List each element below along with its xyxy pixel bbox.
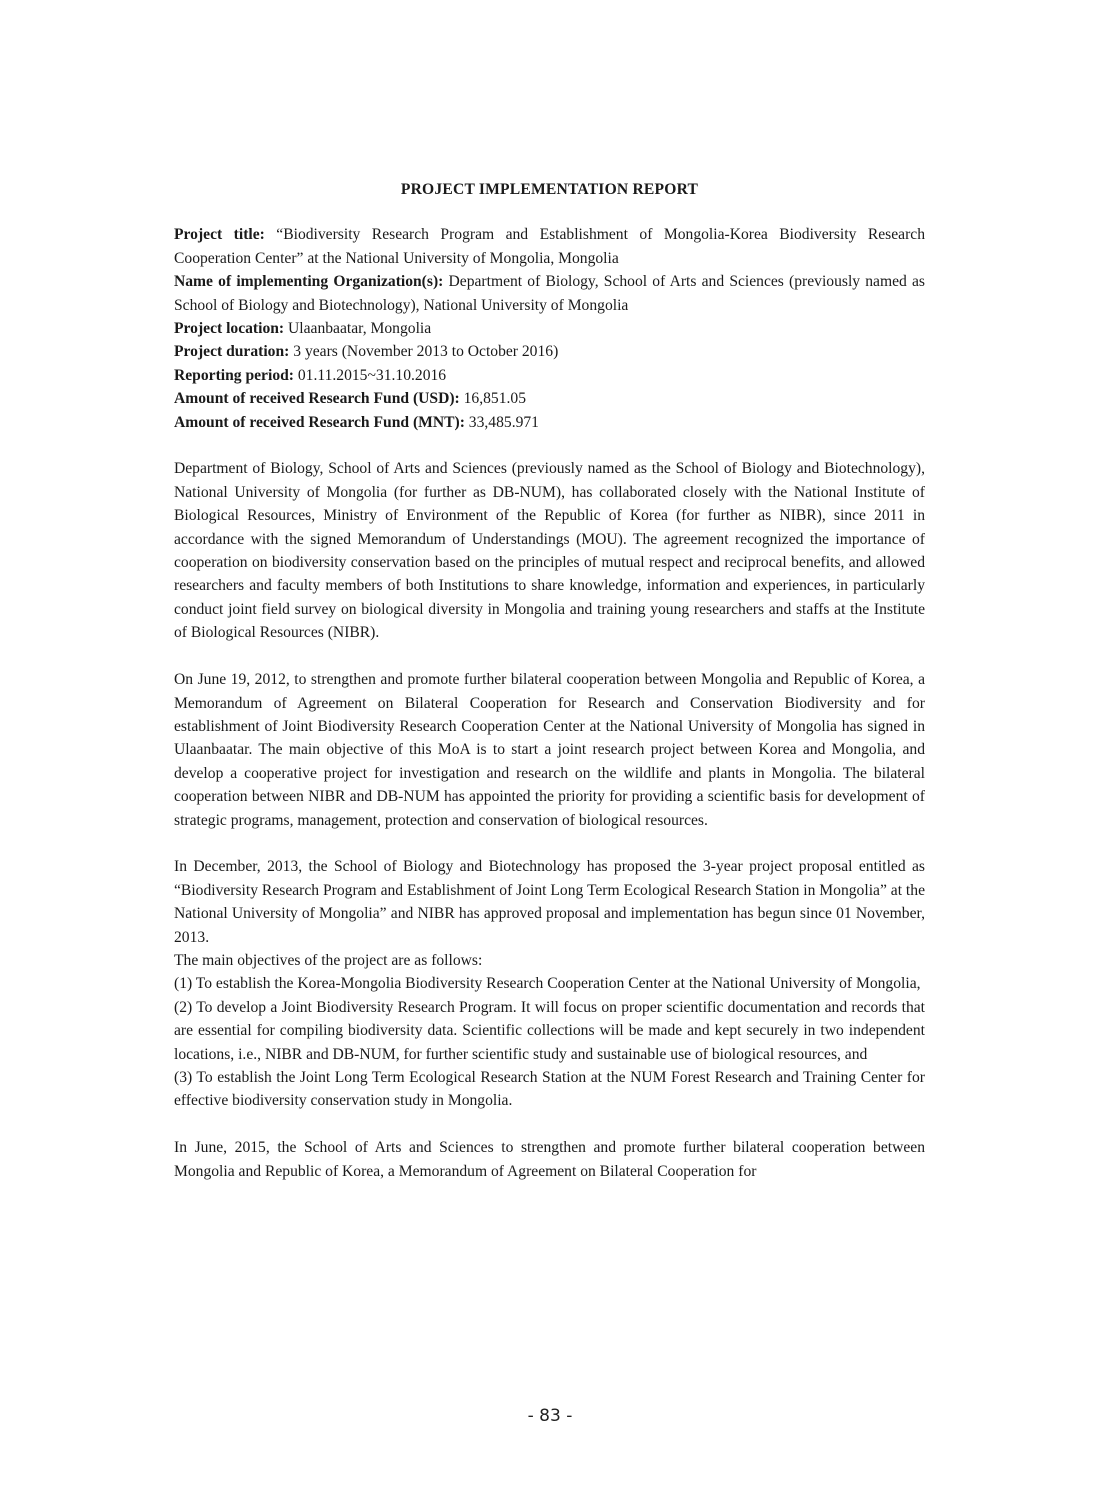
project-metadata xyxy=(174,223,925,434)
paragraph-june-2015: In June, 2015, the School of Arts and Sciences to strengthen and promote further bilateral cooperation between Mongolia and Republic of Korea, a Memorandum of Agreement on Bilateral Cooperation for xyxy=(174,1139,925,1180)
project-title-value: “Biodiversity Research Program and Establishment of Mongolia-Korea Biodiversity Research Cooperation Center” at the National University of Mongolia, Mongolia xyxy=(174,226,925,267)
location-line xyxy=(174,317,925,340)
project-title-line xyxy=(174,223,925,270)
paragraph-collaboration: Department of Biology, School of Arts and Sciences (previously named as the School of Biology and Biotechnology), National University of Mongolia (for further as DB-NUM), has collaborated closely with the National Institute of Biological Resources, Ministry of Environment of the Republic of Korea (for further as NIBR), since 2011 in accordance with the signed Memorandum of Understandings (MOU). The agreement recognized the importance of cooperation on biodiversity conservation based on the principles of mutual respect and reciprocal benefits, and allowed researchers and faculty members of both Institutions to share knowledge, information and experiences, in particularly conduct joint field survey on biological diversity in Mongolia and training young researchers and staffs at the Institute of Biological Resources (NIBR). xyxy=(174,460,925,642)
organization-line xyxy=(174,270,925,317)
location-label: Project location: xyxy=(174,320,285,338)
fund-usd-label: Amount of received Research Fund (USD): xyxy=(174,390,460,408)
organization-label: Name of implementing Organization(s): xyxy=(174,273,444,291)
paragraph-memorandum: On June 19, 2012, to strengthen and promote further bilateral cooperation between Mongolia and Republic of Korea, a Memorandum of Agreement on Bilateral Cooperation for Research and Conservation Biodiversity and for establishment of Joint Biodiversity Research Cooperation Center at the National University of Mongolia has signed in Ulaanbaatar. The main objective of this MoA is to start a joint research project between Korea and Mongolia, and develop a cooperative project for investigation and research on the wildlife and plants in Mongolia. The bilateral cooperation between NIBR and DB-NUM has appointed the priority for providing a scientific basis for development of strategic programs, management, protection and conservation of biological resources. xyxy=(174,671,925,829)
reporting-period-line xyxy=(174,364,925,387)
objective-item: (3) To establish the Joint Long Term Ecological Research Station at the NUM Forest Research and Training Center for effective biodiversity conservation study in Mongolia. xyxy=(174,1068,925,1110)
organization-value: Department of Biology, School of Arts and Sciences (previously named as School of Biology and Biotechnology), National University of Mongolia xyxy=(174,273,925,314)
paragraph-proposal: In December, 2013, the School of Biology and Biotechnology has proposed the 3-year project proposal entitled as “Biodiversity Research Program and Establishment of Joint Long Term Ecological Research Station in Mongolia” at the National University of Mongolia” and NIBR has approved proposal and implementation has begun since 01 November, 2013. xyxy=(174,858,925,946)
fund-mnt-line xyxy=(174,411,925,434)
duration-line xyxy=(174,340,925,363)
project-title-label: Project title: xyxy=(174,226,265,244)
reporting-period-label: Reporting period: xyxy=(174,366,294,384)
fund-mnt-value: 33,485.971 xyxy=(464,413,539,431)
objective-item: (1) To establish the Korea-Mongolia Biodiversity Research Cooperation Center at the National University of Mongolia, xyxy=(174,975,921,993)
duration-value: 3 years (November 2013 to October 2016) xyxy=(289,343,559,361)
page-number: - 83 - xyxy=(527,1406,573,1426)
fund-usd-value: 16,851.05 xyxy=(459,390,526,408)
fund-usd-line xyxy=(174,387,925,410)
objective-item: (2) To develop a Joint Biodiversity Research Program. It will focus on proper scientific documentation and records that are essential for compiling biodiversity data. Scientific collections will be made and kept securely in two independent locations, i.e., NIBR and DB-NUM, for further scientific study and sustainable use of biological resources, and xyxy=(174,998,925,1063)
objectives-intro: The main objectives of the project are as follows: xyxy=(174,951,483,969)
objectives-section xyxy=(174,855,925,1112)
report-title: PROJECT IMPLEMENTATION REPORT xyxy=(400,181,699,198)
fund-mnt-label: Amount of received Research Fund (MNT): xyxy=(174,413,465,431)
location-value: Ulaanbaatar, Mongolia xyxy=(284,320,432,338)
reporting-period-value: 01.11.2015~31.10.2016 xyxy=(293,366,447,384)
page-content xyxy=(174,178,925,1183)
duration-label: Project duration: xyxy=(174,343,290,361)
